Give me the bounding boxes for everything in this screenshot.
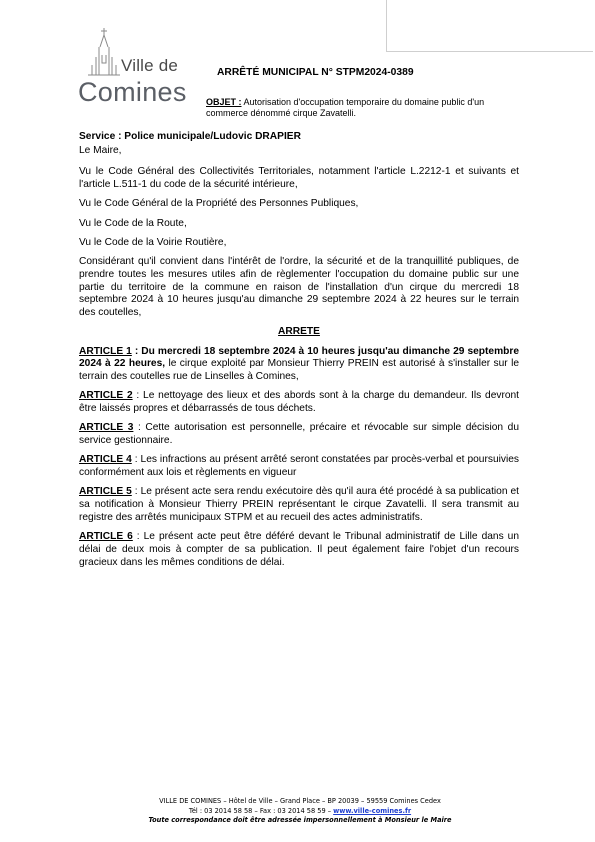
- vu-code-voirie: Vu le Code de la Voirie Routière,: [79, 237, 227, 248]
- stamp-box: [386, 0, 593, 52]
- article-label: ARTICLE 2: [79, 390, 133, 402]
- article-5: [79, 486, 519, 524]
- article-text: : Le présent acte peut être déféré devant le Tribunal administratif de Lille dans un délai de deux mois à compter de sa publication. Il peut également faire l'objet d'un recours gracieux dans les mêmes conditions de délai.: [79, 531, 519, 568]
- objet-text: Autorisation d'occupation temporaire du domaine public d'un commerce dénommé cirque Zavatelli.: [206, 97, 485, 118]
- article-label: ARTICLE 3: [79, 422, 134, 434]
- arrete-heading: ARRETE: [278, 326, 320, 338]
- article-text: : Le nettoyage des lieux et des abords sont à la charge du demandeur. Ils devront être laissés propres et débarrassés de tous déchets.: [79, 390, 520, 415]
- article-3: [79, 422, 519, 447]
- vu-cgct: Vu le Code Général des Collectivités Territoriales, notamment l'article L.2212-1 et suivants et l'article L.511-1 du code de la sécurité intérieure,: [79, 166, 519, 191]
- article-6: [79, 531, 519, 569]
- logo-comines-text: Comines: [78, 77, 187, 107]
- footer-contact: [80, 807, 520, 817]
- article-text: : Le présent acte sera rendu exécutoire dès qu'il aura été procédé à sa publication et sa notification à Monsieur Thierry PREIN représentant le cirque Zavatelli. Il sera transmit au registre des arrêtés municipaux STPM et au recueil des actes administratifs.: [79, 486, 519, 523]
- service-line: Service : Police municipale/Ludovic DRAPIER: [79, 131, 301, 142]
- article-label: ARTICLE 1: [79, 345, 132, 357]
- vu-code-route: Vu le Code de la Route,: [79, 217, 187, 229]
- article-text: : Cette autorisation est personnelle, précaire et révocable sur simple décision du service gestionnaire.: [79, 422, 519, 447]
- objet-block: [206, 97, 506, 119]
- maire-line: Le Maire,: [79, 144, 122, 156]
- logo-ville-text: Ville de: [121, 56, 179, 75]
- article-text: : Les infractions au présent arrêté seront constatées par procès-verbal et poursuivies conformément aux lois et règlements en vigueur: [79, 454, 519, 479]
- page-footer: [80, 797, 520, 826]
- church-icon: [86, 27, 126, 77]
- considerant-paragraph: Considérant qu'il convient dans l'intérêt de l'ordre, la sécurité et de la tranquillité publiques, de prendre toutes les mesures utiles afin de règlementer l'occupation du domaine public sur une partie du territoire de la commune en raison de l'installation d'un cirque du mercredi 18 septembre 2024 à 10 heures jusqu'au dimanche 29 septembre 2024 à 22 heures sur le terrain des coutelles,: [79, 256, 519, 319]
- document-title: ARRÊTÉ MUNICIPAL N° STPM2024-0389: [217, 67, 414, 78]
- footer-address: VILLE DE COMINES – Hôtel de Ville – Grand Place – BP 20039 – 59559 Comines Cedex: [159, 797, 441, 805]
- document-body: [79, 131, 519, 576]
- article-1: [79, 346, 519, 384]
- article-bold-text: : Du mercredi 18 septembre 2024 à 10 heures jusqu'au dimanche 29 septembre 2024 à 22 heures,: [79, 345, 520, 370]
- article-text: le cirque exploité par Monsieur Thierry PREIN est autorisé à s'installer sur le terrain des coutelles rue de Linselles à Comines,: [79, 358, 519, 383]
- article-label: ARTICLE 6: [79, 531, 133, 543]
- footer-phone-fax: Tél : 03 2014 58 58 – Fax : 03 2014 58 59 –: [188, 806, 334, 815]
- article-4: [79, 454, 519, 479]
- vu-cgppp: Vu le Code Général de la Propriété des Personnes Publiques,: [79, 198, 359, 210]
- objet-label: OBJET :: [206, 97, 242, 107]
- article-label: ARTICLE 5: [79, 486, 132, 498]
- footer-notice: Toute correspondance doit être adressée impersonnellement à Monsieur le Maire: [148, 816, 452, 825]
- city-logo: [78, 27, 196, 109]
- article-label: ARTICLE 4: [79, 454, 132, 466]
- article-2: [79, 390, 519, 415]
- website-link[interactable]: www.ville-comines.fr: [333, 806, 412, 815]
